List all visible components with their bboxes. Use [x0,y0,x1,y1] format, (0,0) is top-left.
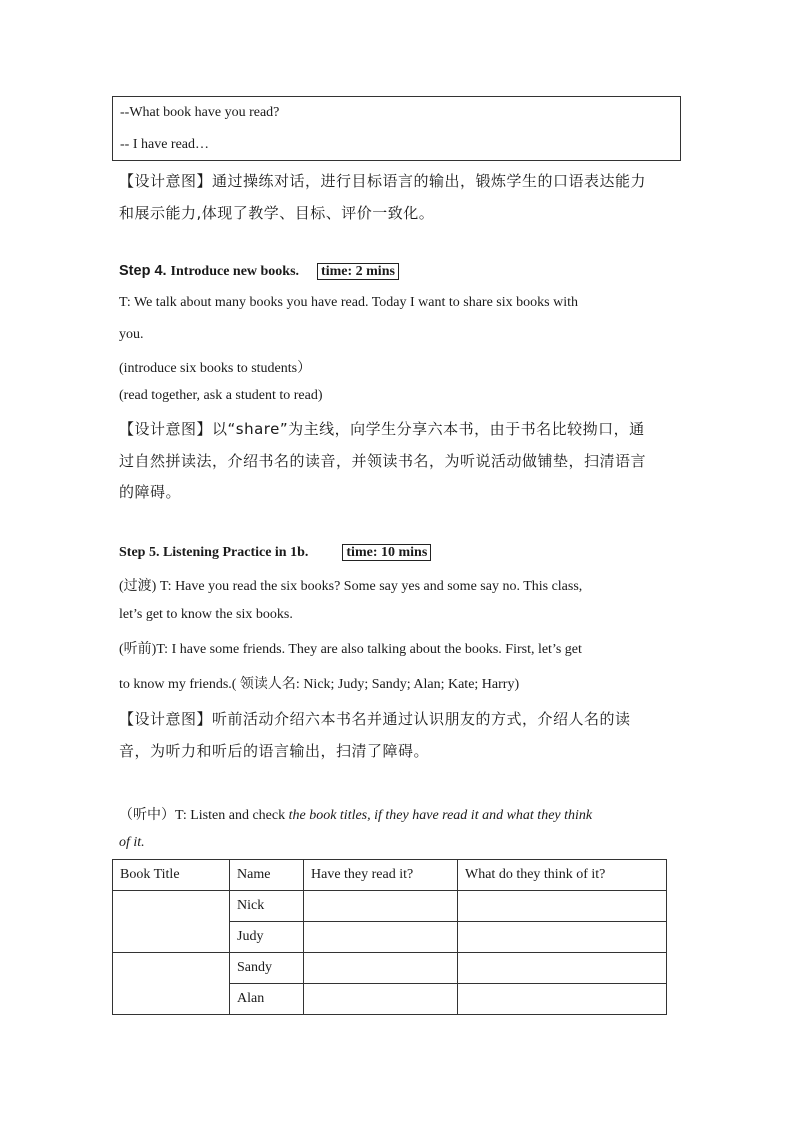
table-cell-name: Judy [230,922,304,953]
step4-intent-line-3: 的障碍。 [119,483,182,501]
step5-prelisten-line-1: (听前)T: I have some friends. They are also talking about the books. First, let’s get [119,642,582,657]
table-cell-opinion[interactable] [458,984,667,1015]
step5-intent-line-2: 音，为听力和听后的语言输出，扫清了障碍。 [119,742,430,760]
design-intent-1-line-2: 和展示能力,体现了教学、目标、评价一致化。 [119,204,435,222]
table-cell-opinion[interactable] [458,922,667,953]
table-header-name: Name [230,860,304,891]
table-header-opinion: What do they think of it? [458,860,667,891]
dialog-line-1: --What book have you read? [120,105,280,120]
step4-title: Introduce new books. [170,264,300,279]
step4-teacher-line-2: you. [119,327,144,342]
table-header-have-read: Have they read it? [304,860,458,891]
step4-teacher-line-1: T: We talk about many books you have read. Today I want to share six books with [119,295,578,310]
table-cell-name: Sandy [230,953,304,984]
table-cell-name: Alan [230,984,304,1015]
step5-while-listening-line-1 [119,804,592,824]
table-cell-opinion[interactable] [458,891,667,922]
table-cell-have-read[interactable] [304,984,458,1015]
table-row [113,953,667,984]
step5-transition-line-2: let’s get to know the six books. [119,607,293,622]
step4-note-2: (read together, ask a student to read) [119,388,323,403]
table-header-book-title: Book Title [113,860,230,891]
table-cell-have-read[interactable] [304,891,458,922]
step4-intent-line-1: 【设计意图】以“share”为主线，向学生分享六本书，由于书名比较拗口，通 [119,420,645,438]
step4-heading [119,262,399,280]
step5-time-badge: time: 10 mins [342,544,431,561]
table-cell-have-read[interactable] [304,953,458,984]
step4-note-1: (introduce six books to students） [119,361,312,376]
table-row [113,891,667,922]
table-cell-name: Nick [230,891,304,922]
table-cell-book-title[interactable] [113,891,230,953]
table-cell-opinion[interactable] [458,953,667,984]
step5-intent-line-1: 【设计意图】听前活动介绍六本书名并通过认识朋友的方式，介绍人名的读 [119,710,631,728]
table-cell-book-title[interactable] [113,953,230,1015]
step4-intent-line-2: 过自然拼读法，介绍书名的读音，并领读书名，为听说活动做铺垫，扫清语言 [119,452,647,470]
while-listening-italic: the book titles, if they have read it and what they think [288,808,593,823]
step5-title: Step 5. Listening Practice in 1b. [119,545,309,560]
book-table [112,859,667,1015]
dialog-line-2: -- I have read… [120,137,210,152]
table-header-row [113,860,667,891]
step5-heading [119,543,431,561]
step5-while-listening-line-2: of it. [119,835,145,850]
step5-prelisten-line-2: to know my friends.( 领读人名: Nick; Judy; Sandy; Alan; Kate; Harry) [119,677,520,692]
step4-label: Step 4. [119,263,167,279]
table-cell-have-read[interactable] [304,922,458,953]
while-listening-prefix: （听中）T: Listen and check [119,808,289,823]
step4-time-badge: time: 2 mins [317,263,399,280]
step5-transition-line-1: (过渡) T: Have you read the six books? Some say yes and some say no. This class, [119,579,583,594]
design-intent-1-line-1: 【设计意图】通过操练对话，进行目标语言的输出，锻炼学生的口语表达能力 [119,172,647,190]
